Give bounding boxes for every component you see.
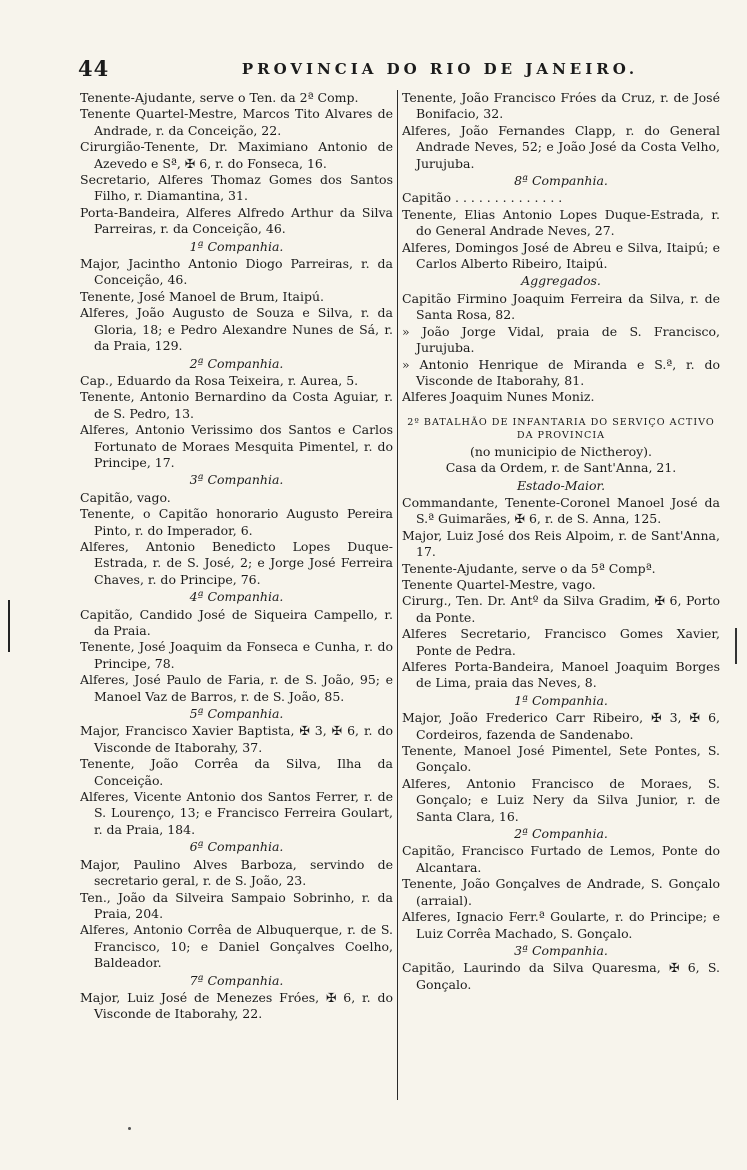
running-head-title: PROVINCIA DO RIO DE JANEIRO.: [241, 60, 639, 78]
directory-entry: Tenente Quartel-Mestre, vago.: [402, 576, 596, 592]
directory-entry: Tenente, José Joaquim da Fonseca e Cunha, r. do Principe, 78.: [80, 639, 393, 671]
directory-entry: » Antonio Henrique de Miranda e S.ª, r. do Visconde de Itaborahy, 81.: [402, 356, 720, 388]
directory-entry: Major, Luiz José de Menezes Fróes, ✠ 6, r. do Visconde de Itaborahy, 22.: [80, 989, 393, 1022]
directory-entry: Tenente-Ajudante, serve o da 5ª Compª.: [402, 560, 656, 576]
directory-entry: Alferes Porta-Bandeira, Manoel Joaquim Borges de Lima, praia das Neves, 8.: [402, 659, 720, 691]
directory-entry: Capitão, vago.: [80, 489, 171, 505]
directory-entry: Alferes Joaquim Nunes Moniz.: [402, 389, 595, 405]
directory-entry: Tenente, Antonio Bernardino da Costa Aguiar, r. de S. Pedro, 13.: [80, 389, 393, 421]
directory-entry: Cap., Eduardo da Rosa Teixeira, r. Aurea, 5.: [80, 372, 359, 388]
directory-entry: Alferes, Antonio Benedicto Lopes Duque-Estrada, r. de S. José, 2; e Jorge José Ferreira Chaves, r. do Principe, 76.: [80, 538, 393, 587]
directory-entry: Alferes, Vicente Antonio dos Santos Ferrer, r. de S. Lourenço, 13; e Francisco Ferreira Goulart, r. da Praia, 184.: [80, 789, 393, 837]
section-heading: 6ª Companhia.: [189, 839, 284, 855]
section-heading: 5ª Companhia.: [189, 706, 284, 722]
column-divider: [397, 90, 398, 1100]
margin-mark-right: [735, 628, 737, 664]
stray-dot: [128, 1127, 131, 1130]
directory-entry: Alferes, Ignacio Ferr.ª Goularte, r. do Principe; e Luiz Corrêa Machado, S. Gonçalo.: [402, 909, 720, 941]
directory-entry: Tenente, João Corrêa da Silva, Ilha da Conceição.: [80, 756, 393, 788]
directory-entry: Alferes, Antonio Corrêa de Albuquerque, r. de S. Francisco, 10; e Daniel Gonçalves Coelho, Baldeador.: [80, 922, 393, 971]
battalion-heading: 2º BATALHÃO DE INFANTARIA DO SERVIÇO ACTIVO DA PROVINCIA: [407, 416, 715, 441]
directory-entry: » João Jorge Vidal, praia de S. Francisco, Jurujuba.: [402, 323, 720, 356]
directory-entry: Capitão, Francisco Furtado de Lemos, Ponte do Alcantara.: [402, 843, 720, 875]
section-heading: 8ª Companhia.: [514, 173, 608, 189]
directory-entry: Alferes, José Paulo de Faria, r. de S. João, 95; e Manoel Vaz de Barros, r. de S. João, 85.: [80, 672, 393, 704]
directory-entry: Cirurgião-Tenente, Dr. Maximiano Antonio de Azevedo e Sª, ✠ 6, r. do Fonseca, 16.: [80, 139, 393, 171]
right-column: [402, 90, 720, 1110]
directory-entry: Ten., João da Silveira Sampaio Sobrinho, r. da Praia, 204.: [80, 889, 393, 921]
section-spacer: [402, 406, 720, 412]
directory-entry: Major, Paulino Alves Barboza, servindo de secretario geral, r. de S. João, 23.: [80, 856, 393, 889]
section-heading: 2ª Companhia.: [189, 355, 284, 371]
directory-entry: Porta-Bandeira, Alferes Alfredo Arthur da Silva Parreiras, r. da Conceição, 46.: [80, 204, 393, 237]
page-number: 44: [78, 56, 110, 81]
section-heading: 4ª Companhia.: [189, 589, 284, 605]
section-heading: Estado-Maior.: [516, 477, 606, 493]
directory-entry: Tenente, o Capitão honorario Augusto Pereira Pinto, r. do Imperador, 6.: [80, 506, 393, 538]
directory-entry: Tenente, José Manoel de Brum, Itaipú.: [80, 288, 324, 304]
directory-entry: Cirurg., Ten. Dr. Antº da Silva Gradim, ✠ 6, Porto da Ponte.: [402, 593, 720, 625]
directory-entry: Tenente, João Francisco Fróes da Cruz, r. de José Bonifacio, 32.: [402, 90, 720, 122]
section-heading: 3ª Companhia.: [189, 472, 284, 488]
section-heading: 3ª Companhia.: [514, 942, 608, 958]
directory-entry: Tenente-Ajudante, serve o Ten. da 2ª Comp.: [80, 90, 359, 105]
directory-entry: Capitão . . . . . . . . . . . . . .: [402, 190, 563, 206]
margin-mark-left: [8, 600, 10, 652]
section-heading: 7ª Companhia.: [189, 972, 284, 988]
directory-entry: Tenente, Manoel José Pimentel, Sete Pontes, S. Gonçalo.: [402, 743, 720, 775]
directory-entry: Alferes, João Fernandes Clapp, r. do General Andrade Neves, 52; e João José da Costa Velho, Jurujuba.: [402, 122, 720, 171]
directory-entry: Tenente, João Gonçalves de Andrade, S. Gonçalo (arraial).: [402, 876, 720, 908]
directory-entry: Major, João Frederico Carr Ribeiro, ✠ 3, ✠ 6, Cordeiros, fazenda de Sandenabo.: [402, 710, 720, 742]
section-heading: 1ª Companhia.: [514, 692, 608, 708]
directory-entry: Tenente, Elias Antonio Lopes Duque-Estrada, r. do General Andrade Neves, 27.: [402, 206, 720, 239]
directory-entry: Capitão Firmino Joaquim Ferreira da Silva, r. de Santa Rosa, 82.: [402, 290, 720, 323]
directory-entry: Capitão, Laurindo da Silva Quaresma, ✠ 6, S. Gonçalo.: [402, 960, 720, 992]
left-column: [80, 90, 393, 1110]
directory-entry: Major, Luiz José dos Reis Alpoim, r. de Sant'Anna, 17.: [402, 527, 720, 560]
directory-entry: Tenente Quartel-Mestre, Marcos Tito Alvares de Andrade, r. da Conceição, 22.: [80, 106, 393, 138]
directory-entry: Commandante, Tenente-Coronel Manoel José da S.ª Guimarães, ✠ 6, r. de S. Anna, 125.: [402, 494, 720, 527]
centered-line: Casa da Ordem, r. de Sant'Anna, 21.: [445, 460, 677, 476]
centered-line: (no municipio de Nictheroy).: [469, 443, 653, 459]
directory-entry: Major, Jacintho Antonio Diogo Parreiras, r. da Conceição, 46.: [80, 256, 393, 288]
section-heading: 1ª Companhia.: [189, 238, 284, 254]
directory-entry: Alferes, João Augusto de Souza e Silva, r. da Gloria, 18; e Pedro Alexandre Nunes de Sá, r. da Praia, 129.: [80, 305, 393, 354]
directory-entry: Capitão, Candido José de Siqueira Campello, r. da Praia.: [80, 606, 393, 638]
directory-entry: Alferes, Antonio Verissimo dos Santos e Carlos Fortunato de Moraes Mesquita Pimentel, r. do Principe, 17.: [80, 422, 393, 470]
directory-entry: Alferes, Antonio Francisco de Moraes, S. Gonçalo; e Luiz Nery da Silva Junior, r. de Santa Clara, 16.: [402, 775, 720, 824]
section-heading: Aggregados.: [521, 273, 601, 289]
directory-entry: Major, Francisco Xavier Baptista, ✠ 3, ✠ 6, r. do Visconde de Itaborahy, 37.: [80, 723, 393, 755]
directory-entry: Alferes Secretario, Francisco Gomes Xavier, Ponte de Pedra.: [402, 626, 720, 658]
section-heading: 2ª Companhia.: [514, 826, 608, 842]
directory-entry: Alferes, Domingos José de Abreu e Silva, Itaipú; e Carlos Alberto Ribeiro, Itaipú.: [402, 239, 720, 272]
directory-entry: Secretario, Alferes Thomaz Gomes dos Santos Filho, r. Diamantina, 31.: [80, 172, 393, 204]
